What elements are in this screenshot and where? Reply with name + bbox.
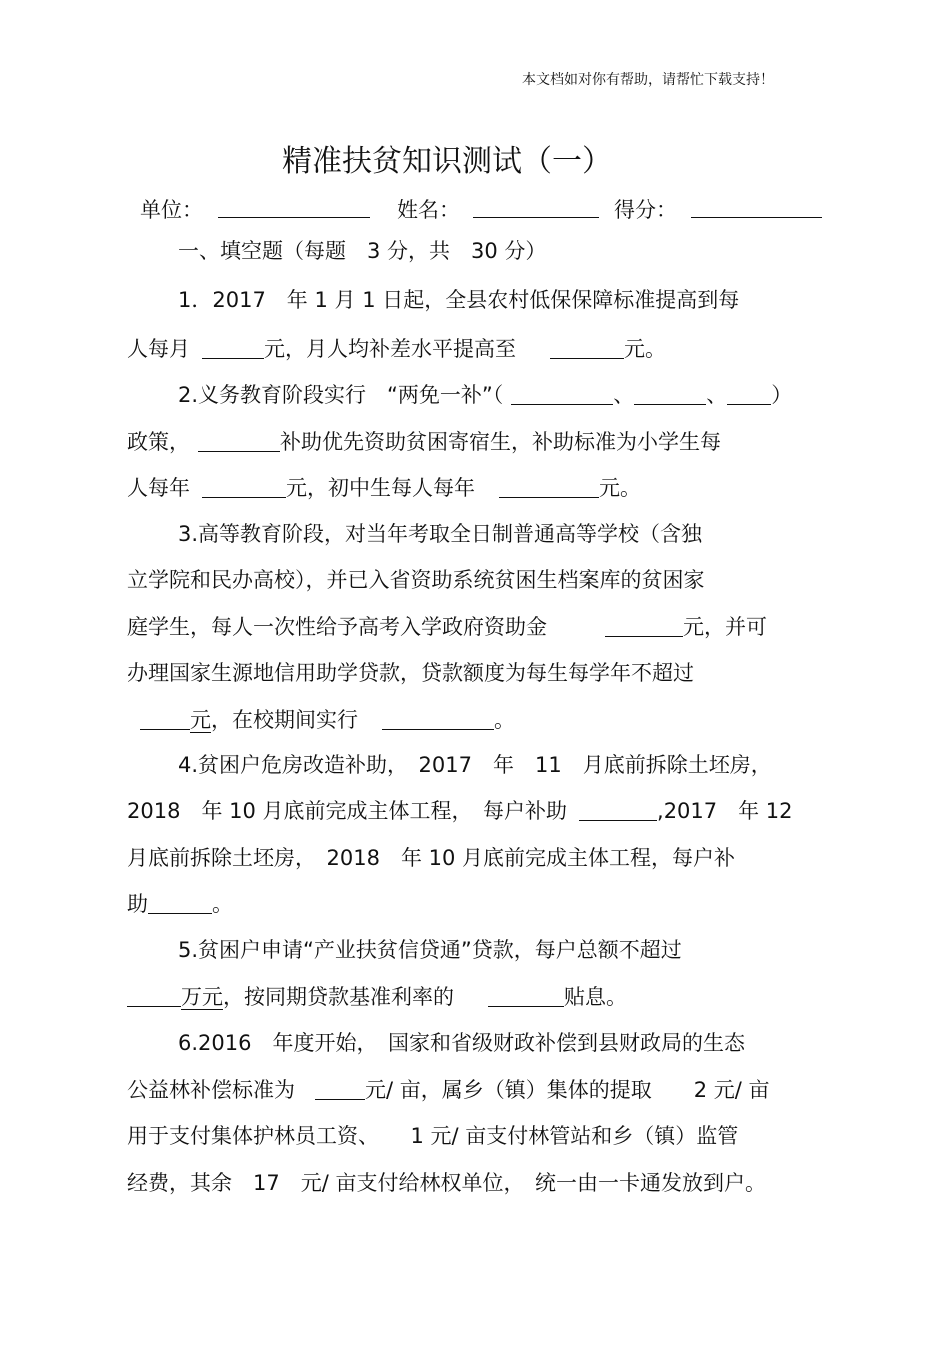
page-title: 精准扶贫知识测试（一） — [282, 144, 612, 179]
q3-line-5 — [140, 706, 515, 734]
q2-text-b: 、 — [613, 383, 635, 407]
q4-text-a: 2018 年 10 月底前完成主体工程， 每户补助 — [127, 799, 568, 823]
q2-blank-2[interactable] — [634, 384, 706, 405]
q2-text-g: 人每年 — [127, 476, 190, 500]
q2-blank-1[interactable] — [511, 384, 613, 405]
unit-field[interactable] — [218, 217, 370, 218]
q5-text-a: 万元 — [181, 985, 223, 1009]
q2-text-c: 、 — [706, 383, 728, 407]
q2-text-a: 2.义务教育阶段实行 “两免一补”（ — [178, 383, 504, 407]
q3-text-d: ，在校期间实行 — [211, 708, 358, 732]
q5-blank-1[interactable] — [127, 986, 181, 1007]
q5-blank-2[interactable] — [488, 986, 564, 1007]
q1-text-c: 元。 — [624, 337, 666, 361]
q4-line-4 — [127, 890, 233, 918]
q2-line-3 — [127, 474, 641, 502]
score-label: 得分： — [614, 198, 677, 222]
q4-line-2 — [127, 797, 793, 825]
q1-line-1: 1．2017 年 1 月 1 日起，全县农村低保保障标准提高到每 — [178, 288, 740, 312]
header-note: 本文档如对你有帮助，请帮忙下载支持！ — [522, 72, 774, 88]
score-field[interactable] — [691, 217, 822, 218]
q2-line-1 — [178, 381, 792, 409]
q3-line-4: 办理国家生源地信用助学贷款，贷款额度为每生每学年不超过 — [127, 661, 694, 685]
q1-blank-2[interactable] — [550, 338, 624, 359]
q5-line-2 — [127, 983, 627, 1011]
q2-text-d: ） — [771, 383, 793, 407]
section-heading: 一、填空题（每题 3 分，共 30 分） — [178, 239, 547, 263]
q2-line-2 — [127, 428, 721, 456]
q4-line-1: 4.贫困户危房改造补助， 2017 年 11 月底前拆除土坯房， — [178, 753, 772, 777]
q4-blank-1[interactable] — [579, 800, 657, 821]
q3-text-e: 。 — [494, 708, 515, 732]
q5-line-1: 5.贫困户申请“产业扶贫信贷通”贷款，每户总额不超过 — [178, 938, 682, 962]
q6-text-b: 元/ 亩，属乡（镇）集体的提取 2 元/ 亩 — [365, 1078, 770, 1102]
q3-blank-1[interactable] — [605, 616, 683, 637]
q3-text-a: 庭学生，每人一次性给予高考入学政府资助金 — [127, 615, 547, 639]
q3-blank-2[interactable] — [140, 709, 190, 730]
q6-line-1: 6.2016 年度开始， 国家和省级财政补偿到县财政局的生态 — [178, 1031, 745, 1055]
q6-blank-1[interactable] — [315, 1079, 365, 1100]
q4-blank-2[interactable] — [148, 893, 212, 914]
q2-blank-3[interactable] — [727, 384, 771, 405]
name-field[interactable] — [473, 217, 599, 218]
q2-blank-5[interactable] — [202, 477, 286, 498]
q1-blank-1[interactable] — [202, 338, 264, 359]
q2-text-e: 政策， — [127, 430, 190, 454]
q5-text-b: ，按同期贷款基准利率的 — [223, 985, 454, 1009]
q3-line-2: 立学院和民办高校），并已入省资助系统贫困生档案库的贫困家 — [127, 568, 705, 592]
q4-line-3: 月底前拆除土坯房， 2018 年 10 月底前完成主体工程，每户补 — [127, 846, 736, 870]
q5-text-c: 贴息。 — [564, 985, 627, 1009]
q3-text-b: 元，并可 — [683, 615, 767, 639]
q1-text-a: 人每月 — [127, 337, 190, 361]
q2-text-h: 元，初中生每人每年 — [286, 476, 475, 500]
name-label: 姓名： — [397, 198, 460, 222]
q6-line-3: 用于支付集体护林员工资、 1 元/ 亩支付林管站和乡（镇）监管 — [127, 1124, 739, 1148]
q4-text-d: 。 — [212, 892, 233, 916]
q3-blank-3[interactable] — [382, 709, 494, 730]
q3-text-c: 元 — [190, 708, 211, 732]
q1-text-b: 元，月人均补差水平提高至 — [264, 337, 516, 361]
q2-blank-4[interactable] — [198, 431, 280, 452]
q2-blank-6[interactable] — [499, 477, 599, 498]
q3-line-3 — [127, 613, 767, 641]
q2-text-i: 元。 — [599, 476, 641, 500]
q6-text-a: 公益林补偿标准为 — [127, 1078, 295, 1102]
q3-line-1: 3.高等教育阶段，对当年考取全日制普通高等学校（含独 — [178, 522, 703, 546]
q4-text-c: 助 — [127, 892, 148, 916]
q6-line-4: 经费，其余 17 元/ 亩支付给林权单位， 统一由一卡通发放到户。 — [127, 1171, 766, 1195]
unit-label: 单位： — [140, 198, 203, 222]
q1-line-2 — [127, 335, 666, 363]
q2-text-f: 补助优先资助贫困寄宿生，补助标准为小学生每 — [280, 430, 721, 454]
q6-line-2 — [127, 1076, 770, 1104]
q4-text-b: ,2017 年 12 — [657, 799, 793, 823]
